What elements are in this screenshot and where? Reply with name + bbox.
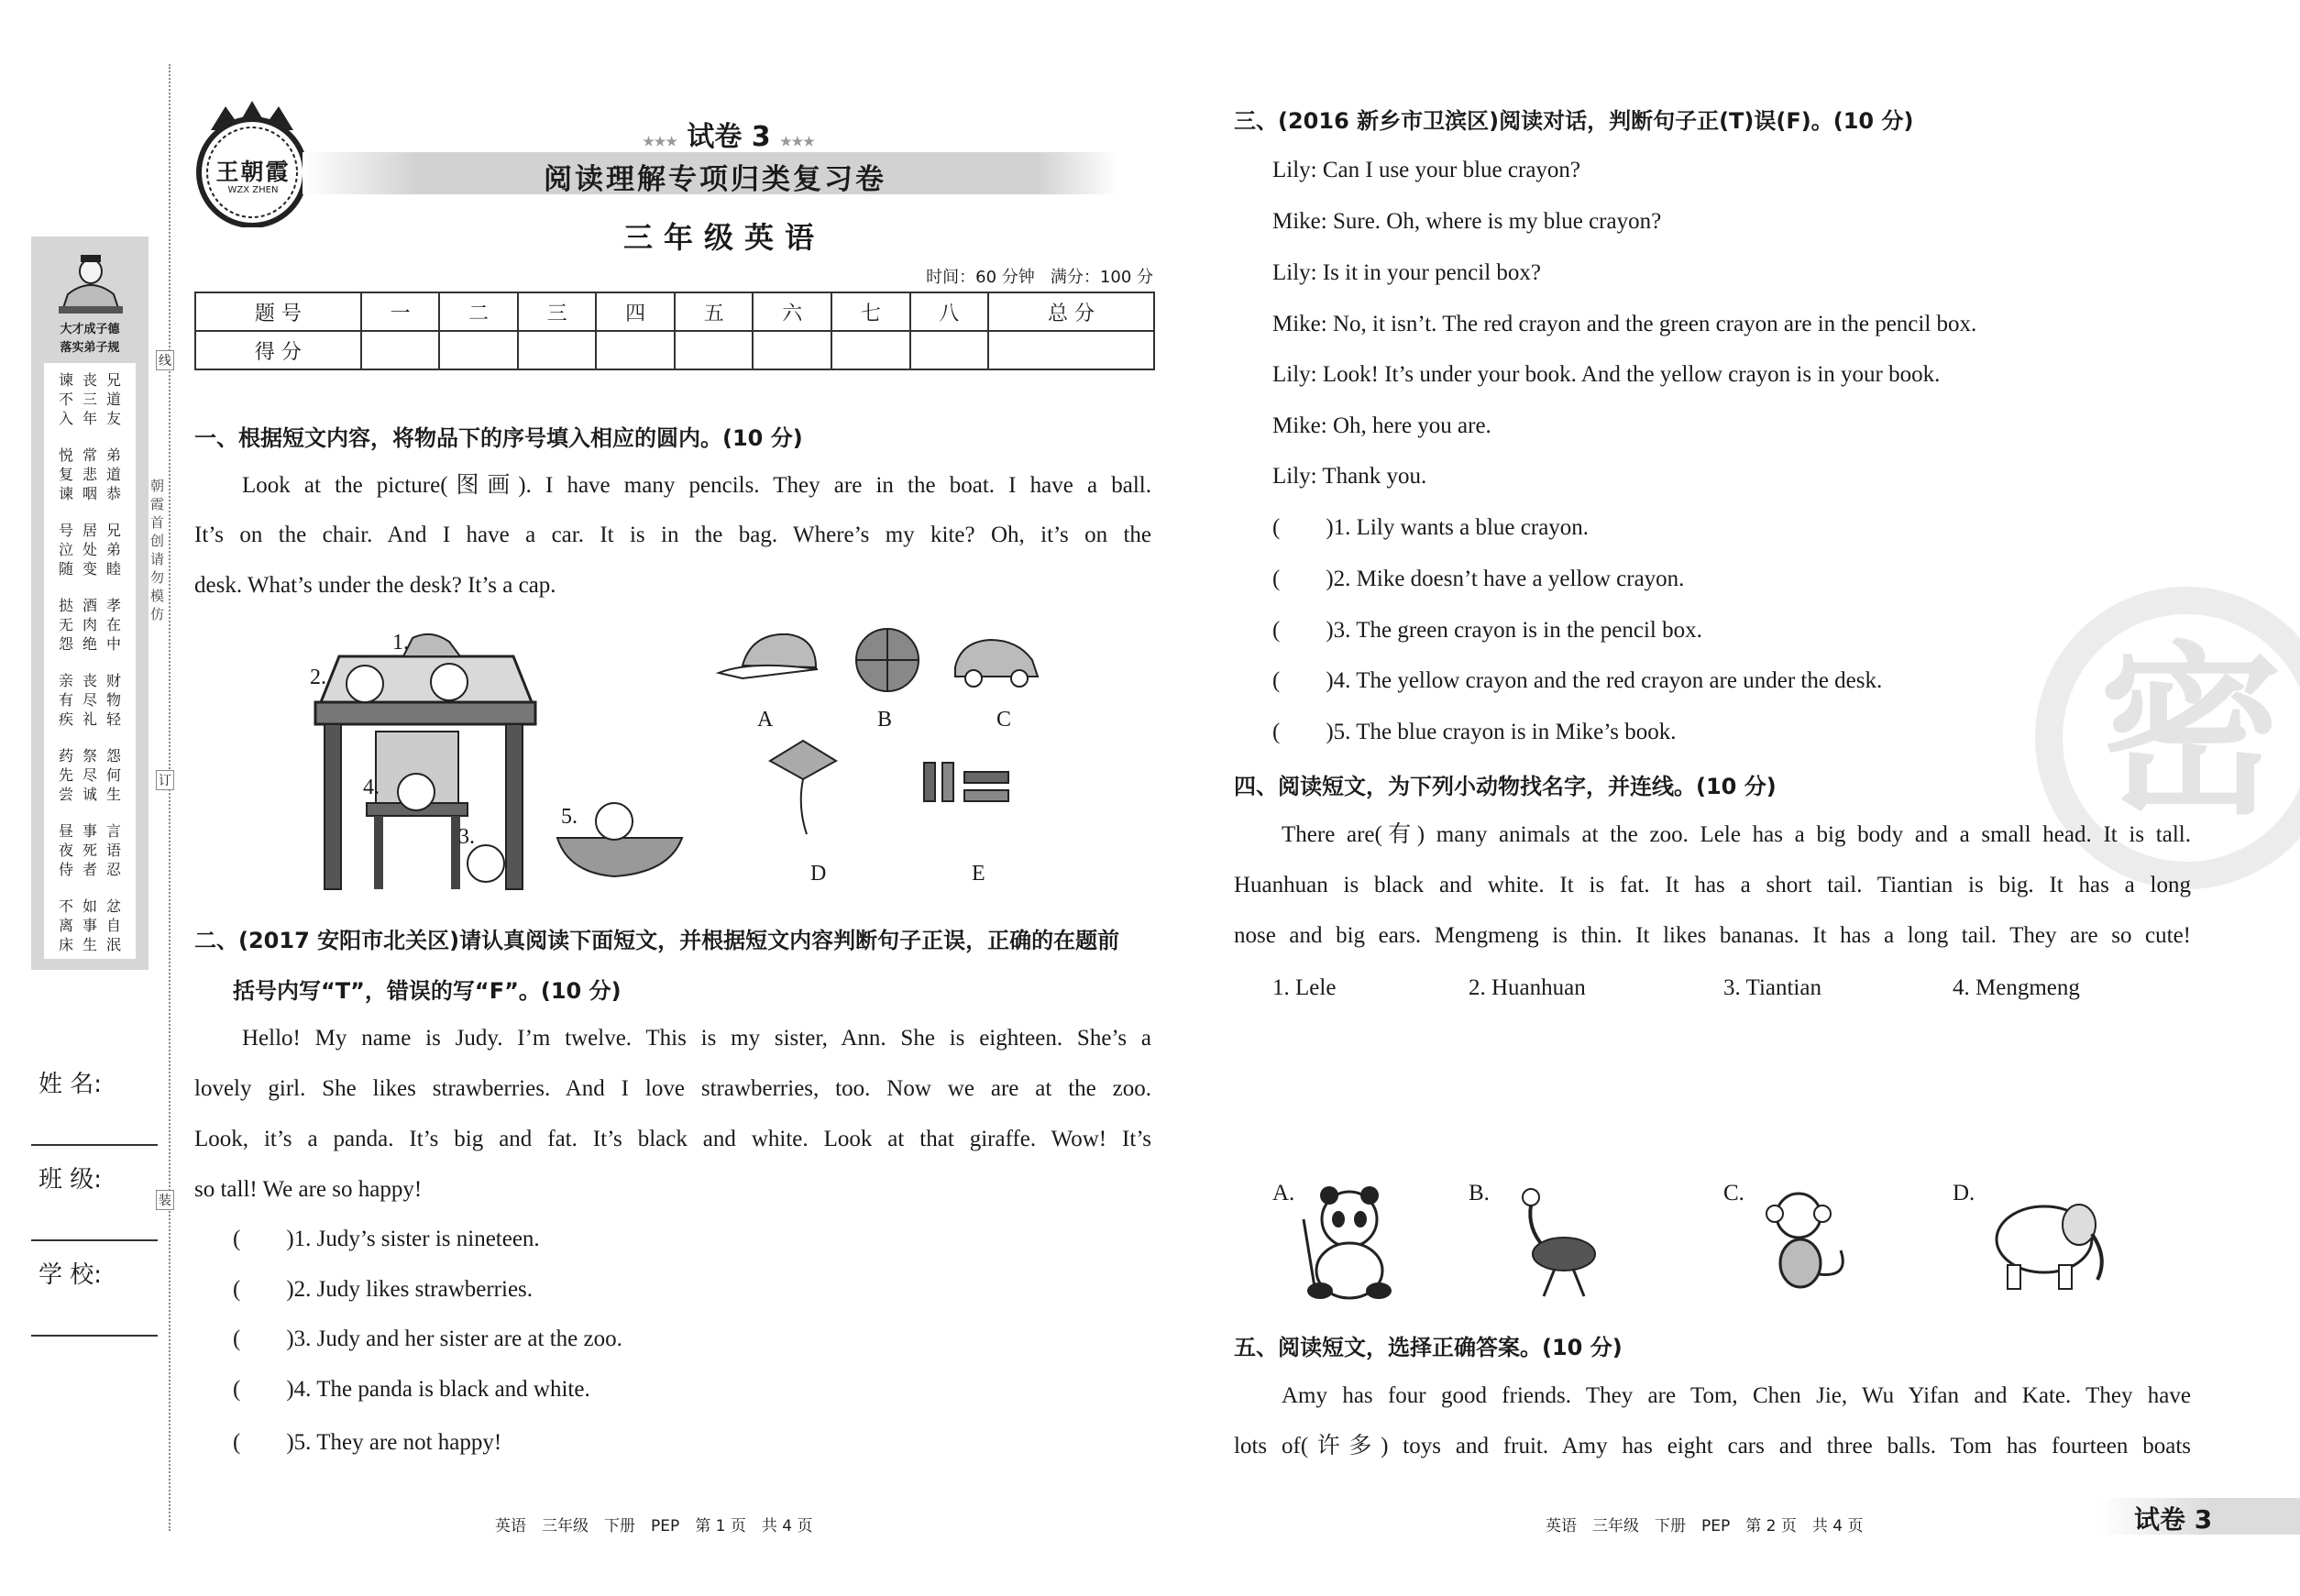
section2-line-3: Look, it’s a panda. It’s big and fat. It’s black and white. Look at that giraffe. Wow! It’s [194,1127,1151,1151]
pic-number-3: 3. [458,825,475,849]
margin-mark-b: 朝霞首创 请勿模仿 [150,478,165,622]
margin-mark-a: 线 [156,350,174,370]
logo-text: 王朝霞 [215,159,291,185]
score-header-cell: 一 [361,292,440,331]
score-value-row [195,331,1154,369]
section2-question-2[interactable]: ( )2. Judy likes strawberries. [233,1277,534,1302]
poem-column: 财物轻 [105,672,121,728]
score-table [194,292,1155,370]
dialogue-line-5: Lily: Look! It’s under your book. And the yellow crayon is in your book. [1272,362,1941,387]
poem-column: 昼夜侍 [58,822,73,878]
poem-column: 常悲咽 [82,446,97,502]
poem-column: 兄弟睦 [105,522,121,578]
score-row-label: 得 分 [195,331,361,369]
section5-title: 五、阅读短文，选择正确答案。(10 分) [1234,1335,1623,1360]
score-header-cell: 题 号 [195,292,361,331]
room-picture [303,629,688,895]
poem-column: 孝在中 [105,597,121,653]
poem-group [44,446,136,521]
page-footer-left: 英语 三年级 下册 PEP 第 1 页 共 4 页 [495,1517,813,1535]
section2-question-1[interactable]: ( )1. Judy’s sister is nineteen. [233,1227,540,1251]
poem-column: 祭尽诚 [82,747,97,803]
motto-title-1: 大才成子德 [60,323,120,336]
paper-subtitle: 三年级英语 [622,220,825,255]
star-icon: ★★★ [643,135,677,149]
score-header-cell: 八 [910,292,989,331]
score-header-row [195,292,1154,331]
poem-column: 丧尽礼 [82,672,97,728]
score-header-cell: 六 [753,292,831,331]
animal-label-d: D. [1953,1181,1975,1205]
option-label-d: D [810,862,827,886]
section2-line-2: lovely girl. She likes strawberries. And I love strawberries, too. Now we are at the zoo. [194,1076,1151,1101]
option-label-a: A [757,708,774,732]
option-label-b: B [877,708,893,732]
section2-line-1: Hello! My name is Judy. I’m twelve. This is my sister, Ann. She is eighteen. She’s a [242,1026,1151,1051]
poem-column: 酒肉绝 [82,597,97,653]
dialogue-line-6: Mike: Oh, here you are. [1272,413,1491,438]
section4-title: 四、阅读短文，为下列小动物找名字，并连线。(10 分) [1234,774,1777,799]
poem-group [44,821,136,897]
poem-column: 怨何生 [105,747,121,803]
score-cell[interactable] [753,331,831,369]
poem-column: 悦复谏 [58,446,73,502]
margin-mark-c: 订 [156,770,174,790]
pic-number-2: 2. [310,666,326,689]
margin-mark-d: 装 [156,1190,174,1210]
section3-question-3[interactable]: ( )3. The green crayon is in the pencil box. [1272,618,1702,643]
poem-column: 挞无怨 [58,597,73,653]
score-cell[interactable] [988,331,1154,369]
score-header-cell: 二 [439,292,518,331]
watermark-char: 密 [2099,626,2283,840]
score-header-cell: 总 分 [988,292,1154,331]
animal-label-a: A. [1272,1181,1295,1205]
score-header-cell: 七 [831,292,910,331]
pic-number-4: 4. [363,776,380,799]
name-field[interactable] [31,1142,158,1146]
section5-line-1: Amy has four good friends. They are Tom, Chen Jie, Wu Yifan and Kate. They have [1282,1383,2191,1408]
section1-line-2: It’s on the chair. And I have a car. It is in the bag. Where’s my kite? Oh, it’s on the [194,523,1151,547]
score-cell[interactable] [439,331,518,369]
poem-column: 谏不入 [58,371,73,427]
poem-group [44,897,136,972]
score-cell[interactable] [910,331,989,369]
score-cell[interactable] [831,331,910,369]
poem-column: 不离床 [58,897,73,953]
poem-group [44,521,136,596]
page-footer-right: 英语 三年级 下册 PEP 第 2 页 共 4 页 [1546,1517,1864,1535]
section3-question-5[interactable]: ( )5. The blue crayon is in Mike’s book. [1272,720,1677,744]
motto-poem [44,370,136,972]
paper-tab [2099,1498,2300,1535]
poem-group [44,671,136,746]
poem-column: 号泣随 [58,522,73,578]
poem-column: 言语忍 [105,822,121,878]
poem-column: 事死者 [82,822,97,878]
section2-question-4[interactable]: ( )4. The panda is black and white. [233,1377,590,1402]
poem-column: 如事生 [82,897,97,953]
school-label: 学 校: [39,1261,103,1289]
dialogue-line-1: Lily: Can I use your blue crayon? [1272,158,1581,182]
paper-label-row [623,114,834,154]
motto-panel [31,237,149,970]
section4-line-1: There are(有) many animals at the zoo. Lele has a big body and a small head. It is tall. [1282,822,2191,847]
score-cell[interactable] [675,331,754,369]
school-field[interactable] [31,1333,158,1337]
panda-picture[interactable] [1293,1183,1403,1302]
section3-question-4[interactable]: ( )4. The yellow crayon and the red crayon are under the desk. [1272,668,1883,693]
option-label-c: C [996,708,1012,732]
section4-line-3: nose and big ears. Mengmeng is thin. It likes bananas. It has a long tail. They are so cute! [1234,923,2191,948]
poem-group [44,746,136,821]
score-header-cell: 三 [518,292,597,331]
star-icon: ★★★ [780,135,815,149]
ostrich-picture[interactable] [1503,1183,1613,1302]
section3-title: 三、(2016 新乡市卫滨区)阅读对话，判断句子正(T)误(F)。(10 分) [1234,108,1914,134]
scholar-illustration [50,244,132,317]
class-field[interactable] [31,1238,158,1241]
poem-column: 丧三年 [82,371,97,427]
animal-name-1[interactable]: 1. Lele [1272,975,1337,1000]
motto-title-2: 落实弟子规 [60,341,120,355]
poem-column: 亲有疾 [58,672,73,728]
elephant-picture[interactable] [1980,1188,2118,1298]
section2-title-1: 二、(2017 安阳市北关区)请认真阅读下面短文，并根据短文内容判断句子正误，正确的在题前 [194,928,1120,953]
logo-subtext: WZX ZHEN [227,185,279,195]
option-label-e: E [972,862,985,886]
score-cell[interactable] [596,331,675,369]
dialogue-line-7: Lily: Thank you. [1272,464,1427,489]
name-label: 姓 名: [39,1071,103,1098]
pic-number-5: 5. [561,805,578,829]
monkey-picture[interactable] [1751,1183,1861,1302]
score-cell[interactable] [518,331,597,369]
section1-line-3: desk. What’s under the desk? It’s a cap. [194,573,556,598]
time-info: 时间：60 分钟 满分：100 分 [926,268,1153,287]
score-header-cell: 四 [596,292,675,331]
section4-line-2: Huanhuan is black and white. It is fat. It has a short tail. Tiantian is big. It has a long [1234,873,2191,897]
poem-group [44,370,136,446]
binding-dotted-line [169,64,171,1531]
poem-column: 居处变 [82,522,97,578]
paper-label: 试卷 3 [687,121,771,153]
poem-group [44,596,136,671]
dialogue-line-3: Lily: Is it in your pencil box? [1272,260,1542,285]
dialogue-line-4: Mike: No, it isn’t. The red crayon and the green crayon are in the pencil box. [1272,312,1977,336]
paper-tab-label: 试卷 3 [2134,1504,2213,1535]
class-label: 班 级: [39,1166,103,1194]
animal-label-c: C. [1723,1181,1744,1205]
option-pictures [715,623,1063,853]
poem-column: 药先尝 [58,747,73,803]
pic-number-1: 1. [392,631,409,655]
animal-name-3[interactable]: 3. Tiantian [1723,975,1821,1000]
animal-label-b: B. [1469,1181,1490,1205]
animal-name-2[interactable]: 2. Huanhuan [1469,975,1586,1000]
section5-line-2: lots of(许多) toys and fruit. Amy has eight cars and three balls. Tom has fourteen boats [1234,1434,2191,1458]
section3-question-2[interactable]: ( )2. Mike doesn’t have a yellow crayon. [1272,567,1685,591]
animal-name-4[interactable]: 4. Mengmeng [1953,975,2080,1000]
section2-question-3[interactable]: ( )3. Judy and her sister are at the zoo. [233,1326,622,1351]
section2-line-4: so tall! We are so happy! [194,1177,423,1202]
section1-title: 一、根据短文内容，将物品下的序号填入相应的圆内。(10 分) [194,425,803,451]
section2-question-5[interactable]: ( )5. They are not happy! [233,1430,502,1455]
dialogue-line-2: Mike: Sure. Oh, where is my blue crayon? [1272,209,1662,234]
poem-column: 弟道恭 [105,446,121,502]
paper-title: 阅读理解专项归类复习卷 [544,163,886,196]
poem-column: 忿自泯 [105,897,121,953]
section1-line-1: Look at the picture(图画). I have many pencils. They are in the boat. I have a ball. [242,473,1151,498]
section2-title-2: 括号内写“T”，错误的写“F”。(10 分) [233,978,622,1004]
score-cell[interactable] [361,331,440,369]
score-header-cell: 五 [675,292,754,331]
poem-column: 兄道友 [105,371,121,427]
section3-question-1[interactable]: ( )1. Lily wants a blue crayon. [1272,515,1590,540]
